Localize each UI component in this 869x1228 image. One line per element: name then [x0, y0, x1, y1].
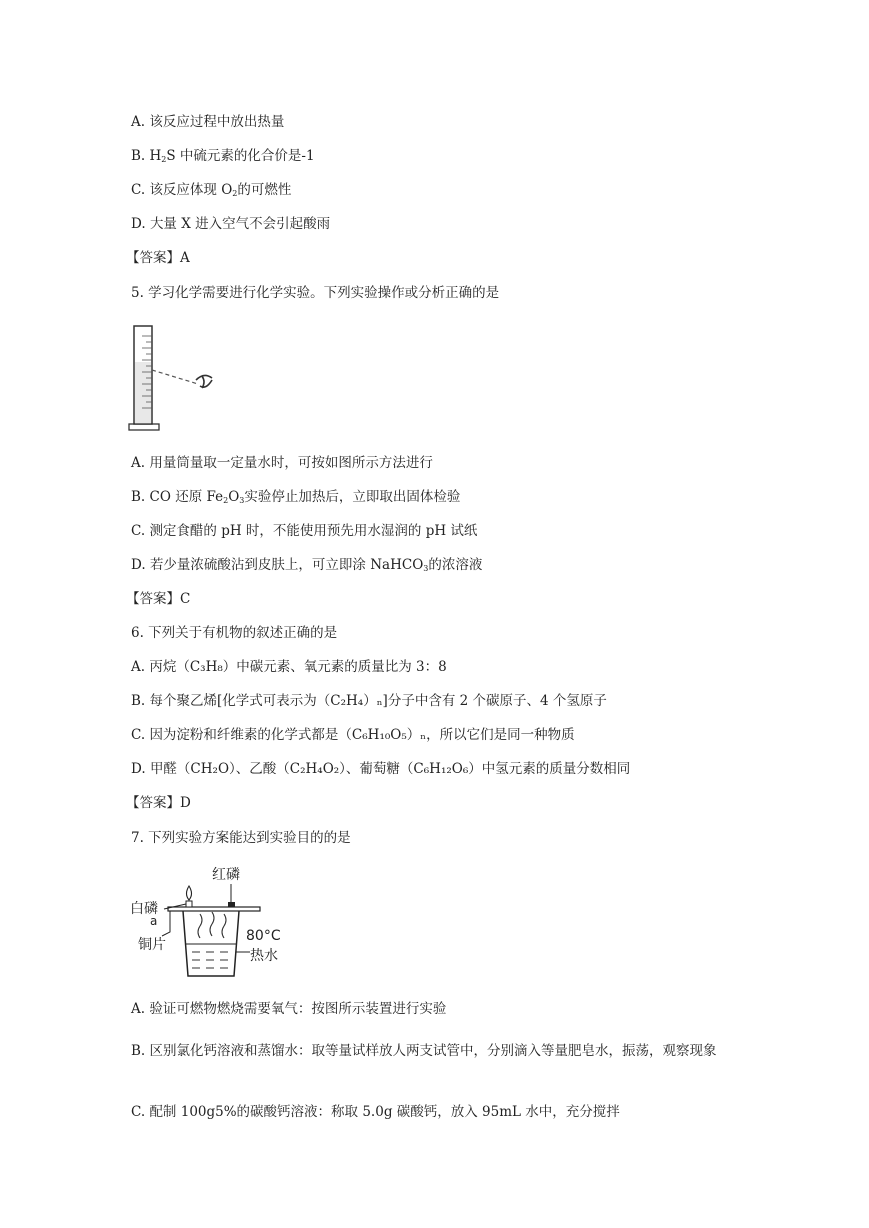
q5-answer: 【答案】C	[126, 591, 191, 607]
q5-option-d: D. 若少量浓硫酸沾到皮肤上，可立即涂 NaHCO$_3$的浓溶液	[131, 557, 483, 573]
q5-option-a: A. 用量筒量取一定量水时，可按如图所示方法进行	[131, 455, 433, 471]
q6-option-c: C. 因为淀粉和纤维素的化学式都是（C₆H₁₀O₅）ₙ，所以它们是同一种物质	[131, 727, 575, 743]
q5-stem: 5. 学习化学需要进行化学实验。下列实验操作或分析正确的是	[131, 285, 500, 301]
q4-option-b: B. $H_2S$ 中硫元素的化合价是-1	[131, 148, 315, 164]
copper-plate-label: 铜片	[138, 937, 166, 953]
q4-option-c: C. 该反应体现 $O_2$的可燃性	[131, 182, 292, 198]
q4-option-a: A. 该反应过程中放出热量	[131, 114, 285, 130]
q7-option-a: A. 验证可燃物燃烧需要氧气：按图所示装置进行实验	[131, 1001, 447, 1017]
red-phosphorus-label: 红磷	[212, 867, 240, 883]
q4-answer: 【答案】A	[126, 250, 190, 266]
q6-option-a: A. 丙烷（C₃H₈）中碳元素、氧元素的质量比为 3：8	[131, 659, 447, 675]
point-a-label: a	[150, 914, 158, 928]
temperature-label: 80°C	[246, 928, 281, 944]
q7-option-b: B. 区别氯化钙溶液和蒸馏水：取等量试样放人两支试管中，分别滴入等量肥皂水，振荡，观察现象	[131, 1043, 717, 1059]
q5-option-c: C. 测定食醋的 pH 时，不能使用预先用水湿润的 pH 试纸	[131, 523, 478, 539]
graduated-cylinder-figure	[128, 320, 228, 435]
q6-stem: 6. 下列关于有机物的叙述正确的是	[131, 625, 338, 641]
q6-answer: 【答案】D	[126, 795, 191, 811]
combustion-apparatus-figure	[128, 862, 288, 984]
white-phosphorus-label: 白磷	[130, 901, 158, 917]
q7-stem: 7. 下列实验方案能达到实验目的的是	[131, 830, 351, 846]
q4-option-d: D. 大量 X 进入空气不会引起酸雨	[131, 216, 331, 232]
hot-water-label: 热水	[250, 948, 278, 964]
q6-option-b: B. 每个聚乙烯[化学式可表示为（C₂H₄）ₙ]分子中含有 2 个碳原子、4 个氢原子	[131, 693, 607, 709]
q5-option-b: B. CO 还原 $Fe_2O_3$实验停止加热后，立即取出固体检验	[131, 489, 461, 505]
q7-option-c: C. 配制 100g5%的碳酸钙溶液：称取 5.0g 碳酸钙，放入 95mL 水中，充分搅拌	[131, 1104, 620, 1120]
q6-option-d: D. 甲醛（CH₂O）、乙酸（C₂H₄O₂）、葡萄糖（C₆H₁₂O₆）中氢元素的质量分数相同	[131, 761, 631, 777]
